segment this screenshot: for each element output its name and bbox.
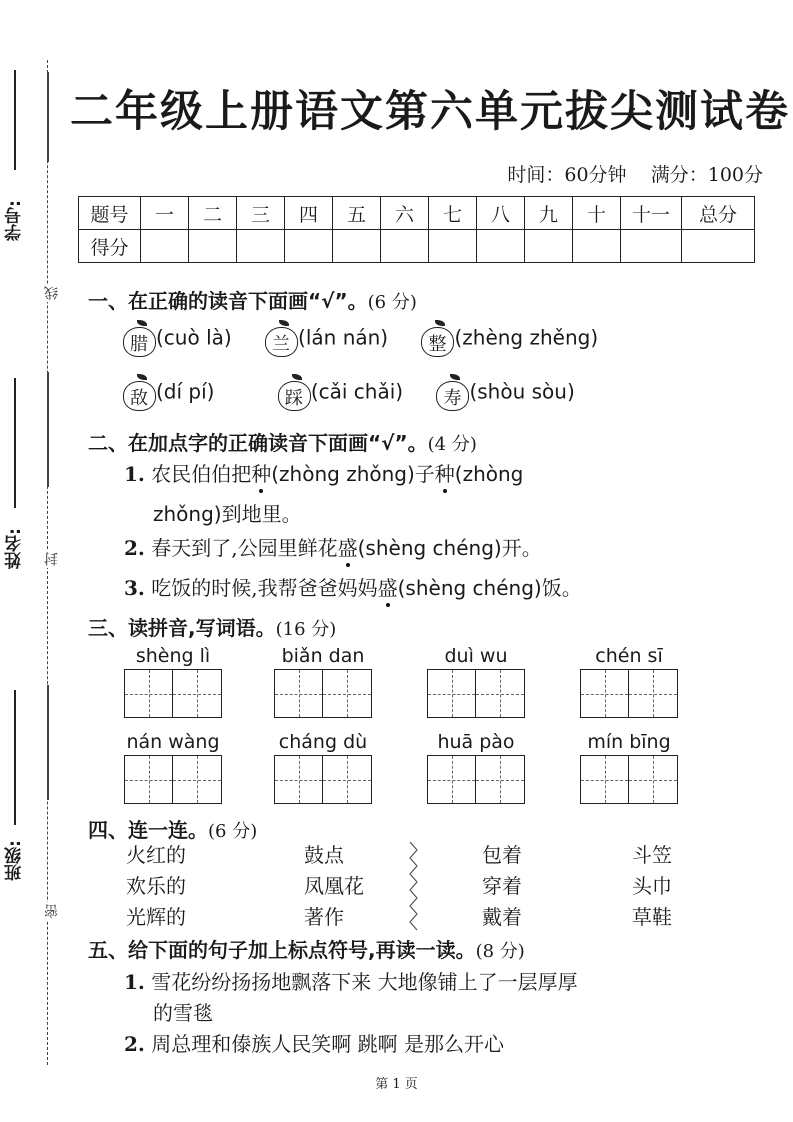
question-number-cell: 五 [333,197,381,230]
word-writing-group [580,645,678,718]
match-item[interactable]: 草鞋 [632,905,672,929]
pinyin-choices[interactable]: (shòu sòu) [469,379,575,404]
writing-box[interactable] [427,755,476,804]
score-cell[interactable] [237,230,285,263]
writing-box[interactable] [629,669,678,718]
q1-item [435,376,574,410]
pinyin-prompt: huā pào [437,731,515,753]
word-writing-group [124,645,222,718]
q1-points: (6 分) [367,292,417,313]
match-column-3 [482,840,522,933]
q5-sentence-1-cont[interactable]: 的雪毯 [153,1001,213,1025]
q5-title: 五、给下面的句子加上标点符号,再读一读。 [88,938,476,962]
score-cell[interactable] [285,230,333,263]
q1-row-1 [122,322,624,356]
question-number-cell: 十一 [621,197,682,230]
q5-sentence-1[interactable]: 1. 雪花纷纷扬扬地飘落下来 大地像铺上了一层厚厚 [124,970,578,994]
score-cell[interactable] [381,230,429,263]
q5-points: (8 分) [475,941,525,962]
writing-box[interactable] [173,755,222,804]
score-table [78,196,755,263]
match-column-1 [126,840,186,933]
match-item[interactable]: 穿着 [482,874,522,898]
binding-solid-segment [47,685,49,800]
writing-box[interactable] [274,669,323,718]
pinyin-prompt: biǎn dan [281,645,365,667]
full-score: 满分：100分 [650,164,763,186]
q1-item [264,322,388,356]
name-write-line [14,378,16,508]
match-item[interactable]: 凤凰花 [304,874,364,898]
score-cell[interactable] [189,230,237,263]
writing-box[interactable] [124,669,173,718]
student-id-write-line [14,70,16,170]
score-cell[interactable] [333,230,381,263]
match-item[interactable]: 戴着 [482,905,522,929]
match-item[interactable]: 头巾 [632,874,672,898]
writing-box[interactable] [580,669,629,718]
pinyin-choices[interactable]: (zhòng [454,462,524,486]
cut-mark-line: 线 [44,286,60,300]
q1-item [277,376,403,410]
score-cell[interactable] [573,230,621,263]
match-column-2 [304,840,364,933]
q3-heading [88,612,336,641]
question-number-cell: 九 [525,197,573,230]
dotted-char: 种 [434,462,455,486]
q4-title: 四、连一连。 [88,818,208,842]
class-label: 班级: [5,840,25,881]
match-item[interactable]: 火红的 [126,843,186,867]
pinyin-prompt: duì wu [444,645,508,667]
score-table-header-row [79,197,755,230]
binding-strip [0,0,62,1122]
q2-sentence-2: 2. 春天到了,公园里鲜花盛(shèng chéng)开。 [124,536,542,560]
q2-sentence-1-cont[interactable]: zhǒng)到地里。 [153,502,302,526]
word-writing-group [124,731,222,804]
writing-box[interactable] [173,669,222,718]
apple-icon: 寿 [435,376,469,410]
q1-item [122,322,232,356]
writing-box[interactable] [629,755,678,804]
score-cell[interactable] [682,230,755,263]
pinyin-prompt: mín bīng [587,731,671,753]
question-number-cell: 十 [573,197,621,230]
writing-box[interactable] [323,755,372,804]
writing-box[interactable] [323,669,372,718]
q2-points: (4 分) [427,434,477,455]
writing-box[interactable] [476,755,525,804]
q1-item [420,322,598,356]
word-writing-group [274,731,372,804]
question-number-cell: 六 [381,197,429,230]
writing-box[interactable] [124,755,173,804]
match-item[interactable]: 包着 [482,843,522,867]
question-number-cell: 一 [141,197,189,230]
q4-points: (6 分) [208,821,258,842]
word-writing-group [427,731,525,804]
q3-points: (16 分) [275,619,337,640]
exam-meta [507,160,763,187]
pinyin-choices[interactable]: (dí pí) [156,379,215,404]
score-cell[interactable] [621,230,682,263]
score-cell[interactable] [429,230,477,263]
total-score-header: 总分 [682,197,755,230]
apple-icon: 腊 [122,322,156,356]
score-table-score-row [79,230,755,263]
pinyin-choices[interactable]: (cuò là) [156,325,232,350]
dotted-char: 盛 [377,576,398,600]
score-cell[interactable] [141,230,189,263]
pinyin-prompt: chén sī [595,645,663,667]
pinyin-choices[interactable]: (shèng chéng)饭。 [397,576,582,600]
student-id-label: 学号: [5,200,25,241]
q1-title: 一、在正确的读音下面画“√”。 [88,289,368,313]
pinyin-prompt: cháng dù [278,731,368,753]
apple-icon: 整 [420,322,454,356]
q1-heading [88,285,417,314]
match-item[interactable]: 著作 [304,905,344,929]
pinyin-choices[interactable]: (shèng chéng)开。 [357,536,542,560]
score-table-row-label: 得分 [79,230,141,263]
page-title: 二年级上册语文第六单元拔尖测试卷 [70,87,790,137]
apple-icon: 敌 [122,376,156,410]
question-number-cell: 八 [477,197,525,230]
writing-box[interactable] [427,669,476,718]
pinyin-prompt: nán wàng [126,731,220,753]
score-cell[interactable] [477,230,525,263]
binding-solid-segment [47,72,49,162]
q5-heading [88,934,525,963]
binding-solid-segment [47,372,49,487]
writing-box[interactable] [580,755,629,804]
q3-title: 三、读拼音,写词语。 [88,616,276,640]
score-cell[interactable] [525,230,573,263]
q1-row-2 [122,376,601,410]
match-column-4 [632,840,672,933]
page-number: 第 1 页 [375,1077,418,1092]
name-label: 姓名: [5,528,25,569]
match-item[interactable]: 鼓点 [304,843,344,867]
class-write-line [14,690,16,825]
writing-box[interactable] [274,755,323,804]
match-item[interactable]: 光辉的 [126,905,186,929]
pinyin-choices[interactable]: (lán nán) [298,325,389,350]
score-table-row-label: 题号 [79,197,141,230]
apple-icon: 踩 [277,376,311,410]
cut-mark-seal: 封 [44,552,60,566]
q1-item [122,376,214,410]
pinyin-choices[interactable]: (cǎi chǎi) [310,379,404,404]
q2-sentence-3: 3. 吃饭的时候,我帮爸爸妈妈盛(shèng chéng)饭。 [124,576,582,600]
q4-heading [88,814,257,843]
pinyin-choices[interactable]: (zhèng zhěng) [454,325,599,350]
match-item[interactable]: 斗笠 [632,843,672,867]
q2-heading [88,427,477,456]
apple-icon: 兰 [264,322,298,356]
q2-title: 二、在加点字的正确读音下面画“√”。 [88,431,428,455]
q2-sentence-1: 1. 农民伯伯把种(zhòng zhǒng)子种(zhòng [124,462,524,486]
dotted-char: 种 [251,462,272,486]
dotted-char: 盛 [337,536,358,560]
word-writing-group [580,731,678,804]
q5-sentence-2[interactable]: 2. 周总理和傣族人民笑啊 跳啊 是那么开心 [124,1032,504,1056]
zigzag-divider [404,842,424,934]
word-writing-group [427,645,525,718]
writing-box[interactable] [476,669,525,718]
question-number-cell: 三 [237,197,285,230]
question-number-cell: 四 [285,197,333,230]
question-number-cell: 二 [189,197,237,230]
match-item[interactable]: 欢乐的 [126,874,186,898]
time-limit: 时间：60分钟 [507,164,627,186]
word-writing-group [274,645,372,718]
cut-mark-secret: 密 [44,904,60,918]
pinyin-choices[interactable]: (zhòng zhǒng)子 [271,462,435,486]
pinyin-prompt: shèng lì [135,645,211,667]
question-number-cell: 七 [429,197,477,230]
